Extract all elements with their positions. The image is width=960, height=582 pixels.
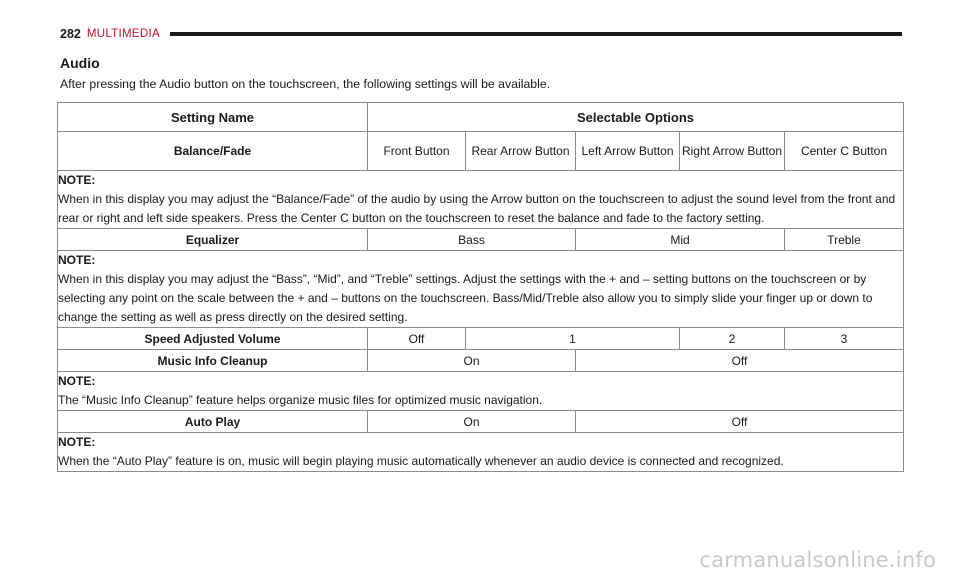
option-cell: Right Arrow Button (680, 132, 785, 171)
column-header-setting: Setting Name (58, 103, 368, 132)
intro-paragraph: After pressing the Audio button on the touchscreen, the following settings will be available. (60, 77, 551, 91)
audio-settings-table (57, 102, 904, 472)
table-row (58, 229, 904, 251)
option-cell: Off (576, 411, 904, 433)
note-equalizer (58, 251, 904, 328)
watermark: carmanualsonline.info (699, 548, 936, 572)
section-heading: Audio (60, 55, 100, 71)
note-row (58, 251, 904, 328)
option-cell: Left Arrow Button (576, 132, 680, 171)
note-label: NOTE: (58, 374, 96, 388)
page-number: 282 (60, 27, 81, 41)
table-row (58, 132, 904, 171)
column-header-options: Selectable Options (368, 103, 904, 132)
option-cell: Center C Button (785, 132, 904, 171)
note-row (58, 433, 904, 472)
header-rule (170, 32, 902, 36)
note-text: The “Music Info Cleanup” feature helps organize music files for optimized music navigation. (58, 393, 543, 407)
option-cell: On (368, 411, 576, 433)
option-cell: Bass (368, 229, 576, 251)
option-cell: 1 (466, 328, 680, 350)
note-balance-fade (58, 171, 904, 229)
setting-name-equalizer: Equalizer (58, 229, 368, 251)
option-cell: On (368, 350, 576, 372)
note-text: When in this display you may adjust the “Bass”, “Mid”, and “Treble” settings. Adjust the settings with the + and – setting buttons on the touchscreen or by selecting any point on the scale between the + and – buttons on the touchscreen. Bass/Mid/Treble also allow you to simply slide your finger up or down to change the setting as well as press directly on the desired setting. (58, 272, 873, 324)
note-label: NOTE: (58, 435, 96, 449)
table-row (58, 350, 904, 372)
setting-name-balance-fade: Balance/Fade (58, 132, 368, 171)
option-cell: Off (576, 350, 904, 372)
note-label: NOTE: (58, 173, 96, 187)
page-header (60, 26, 902, 42)
note-label: NOTE: (58, 253, 96, 267)
section-title: MULTIMEDIA (86, 28, 160, 40)
table-row (58, 411, 904, 433)
note-row (58, 372, 904, 411)
option-cell: Mid (576, 229, 785, 251)
option-cell: Off (368, 328, 466, 350)
note-text: When the “Auto Play” feature is on, music will begin playing music automatically whenever an audio device is connected and recognized. (58, 454, 784, 468)
option-cell: 3 (785, 328, 904, 350)
setting-name-auto-play: Auto Play (58, 411, 368, 433)
table-header-row (58, 103, 904, 132)
option-cell: 2 (680, 328, 785, 350)
option-cell: Front Button (368, 132, 466, 171)
note-music-info-cleanup (58, 372, 904, 411)
note-row (58, 171, 904, 229)
option-cell: Treble (785, 229, 904, 251)
table-row (58, 328, 904, 350)
note-auto-play (58, 433, 904, 472)
option-cell: Rear Arrow Button (466, 132, 576, 171)
setting-name-speed-adjusted-volume: Speed Adjusted Volume (58, 328, 368, 350)
note-text: When in this display you may adjust the “Balance/Fade” of the audio by using the Arrow button on the touchscreen to adjust the sound level from the front and rear or right and left side speakers. Press the Center C button on the touchscreen to reset the balance and fade to the factory setting. (58, 192, 896, 225)
setting-name-music-info-cleanup: Music Info Cleanup (58, 350, 368, 372)
